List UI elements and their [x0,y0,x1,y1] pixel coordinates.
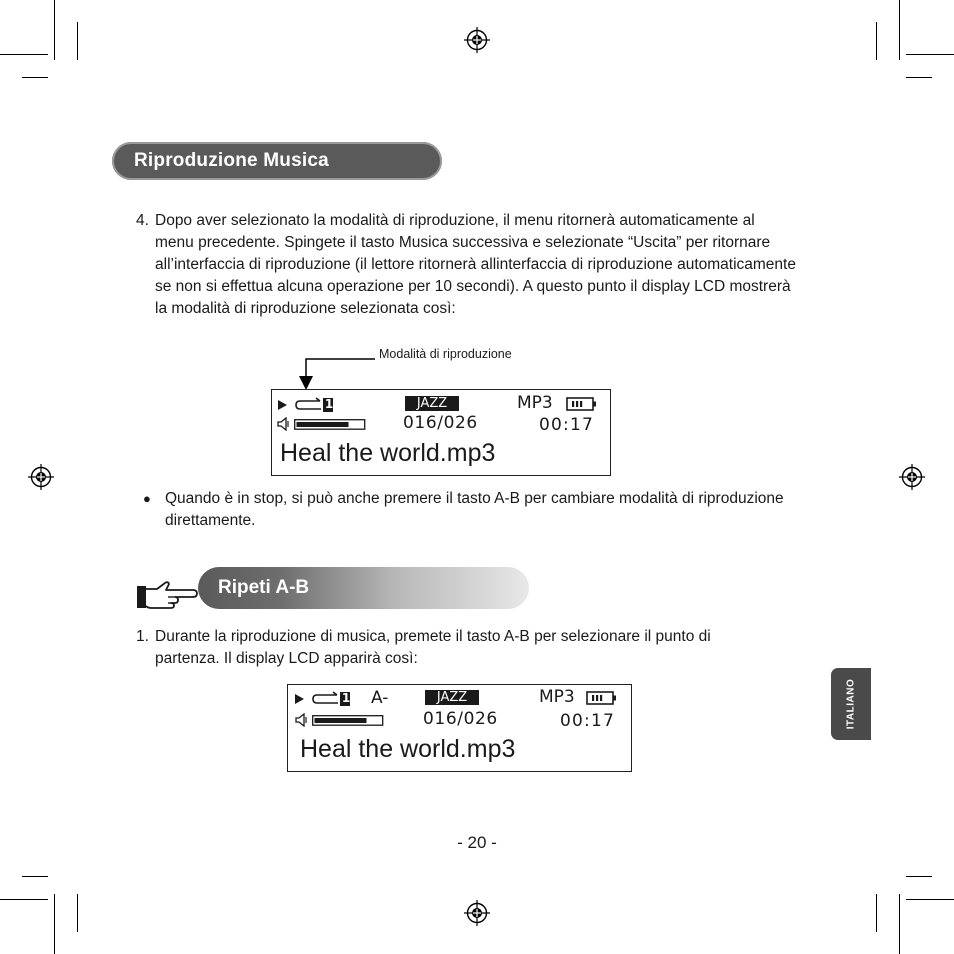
repeat-indicator: 1 [324,397,334,411]
play-icon [294,693,305,705]
crop-mark [77,894,78,932]
crop-mark [77,22,78,60]
section-header-riproduzione [112,142,442,180]
bullet-text: Quando è in stop, si può anche premere il tasto A-B per cambiare modalità di riproduzione direttamente. [165,490,784,529]
registration-mark-icon [28,464,54,490]
battery-icon [586,691,618,705]
section-header-ripeti-ab [198,567,529,609]
volume-bar-icon [312,715,384,726]
crop-mark [906,77,932,78]
time-display: 00:17 [560,711,615,731]
step-paragraph [136,626,776,670]
crop-mark [22,876,48,877]
time-display: 00:17 [539,415,594,435]
crop-mark [906,54,954,55]
callout-arrow-icon [295,350,377,392]
eq-badge: JAZZ [425,690,479,705]
page-number: - 20 - [457,833,497,852]
song-title: Heal the world.mp3 [280,439,496,467]
format-label: MP3 [517,393,553,413]
registration-mark-icon [899,464,925,490]
song-title: Heal the world.mp3 [300,735,516,763]
step-number: 1. [136,628,149,645]
eq-badge: JAZZ [405,396,459,411]
crop-mark [899,894,900,954]
step-number: 4. [136,212,149,229]
battery-icon [566,397,598,411]
step-paragraph [136,210,796,320]
play-icon [277,399,288,411]
section-title: Ripeti A-B [218,577,310,598]
format-label: MP3 [539,687,575,707]
track-counter: 016/026 [423,709,498,729]
crop-mark [22,77,48,78]
crop-mark [876,22,877,60]
section-title: Riproduzione Musica [134,150,329,171]
crop-mark [0,54,48,55]
pointing-hand-icon [135,580,199,612]
track-counter: 016/026 [403,413,478,433]
speaker-icon [277,417,291,431]
crop-mark [876,894,877,932]
language-tab [831,668,871,740]
crop-mark [54,0,55,60]
lcd-display [271,389,611,476]
speaker-icon [295,713,309,727]
bullet-note [143,488,793,532]
volume-bar-icon [294,419,366,430]
callout-label: Modalità di riproduzione [379,347,512,361]
bullet-dot: ● [143,491,151,506]
ab-marker: A- [371,688,389,708]
crop-mark [906,899,954,900]
registration-mark-icon [464,900,490,926]
crop-mark [906,876,932,877]
lcd-display [287,684,632,772]
language-tab-label: ITALIANO [845,678,857,730]
crop-mark [54,894,55,954]
step-text: Dopo aver selezionato la modalità di riproduzione, il menu ritornerà automaticamente al menu precedente. Spingete il tasto Musica successiva e selezionate “Uscita” per ritornare all’interfaccia di riproduzione (il lettore ritornerà allinterfaccia di riproduzione automaticamente se non si effettua alcuna operazione per 10 secondi). A questo punto il display LCD mostrerà la modalità di riproduzione selezionata così: [155,212,796,317]
repeat-indicator: 1 [341,691,351,705]
crop-mark [0,899,48,900]
registration-mark-icon [464,27,490,53]
crop-mark [899,0,900,60]
step-text: Durante la riproduzione di musica, premete il tasto A-B per selezionare il punto di partenza. Il display LCD apparirà così: [155,628,711,667]
